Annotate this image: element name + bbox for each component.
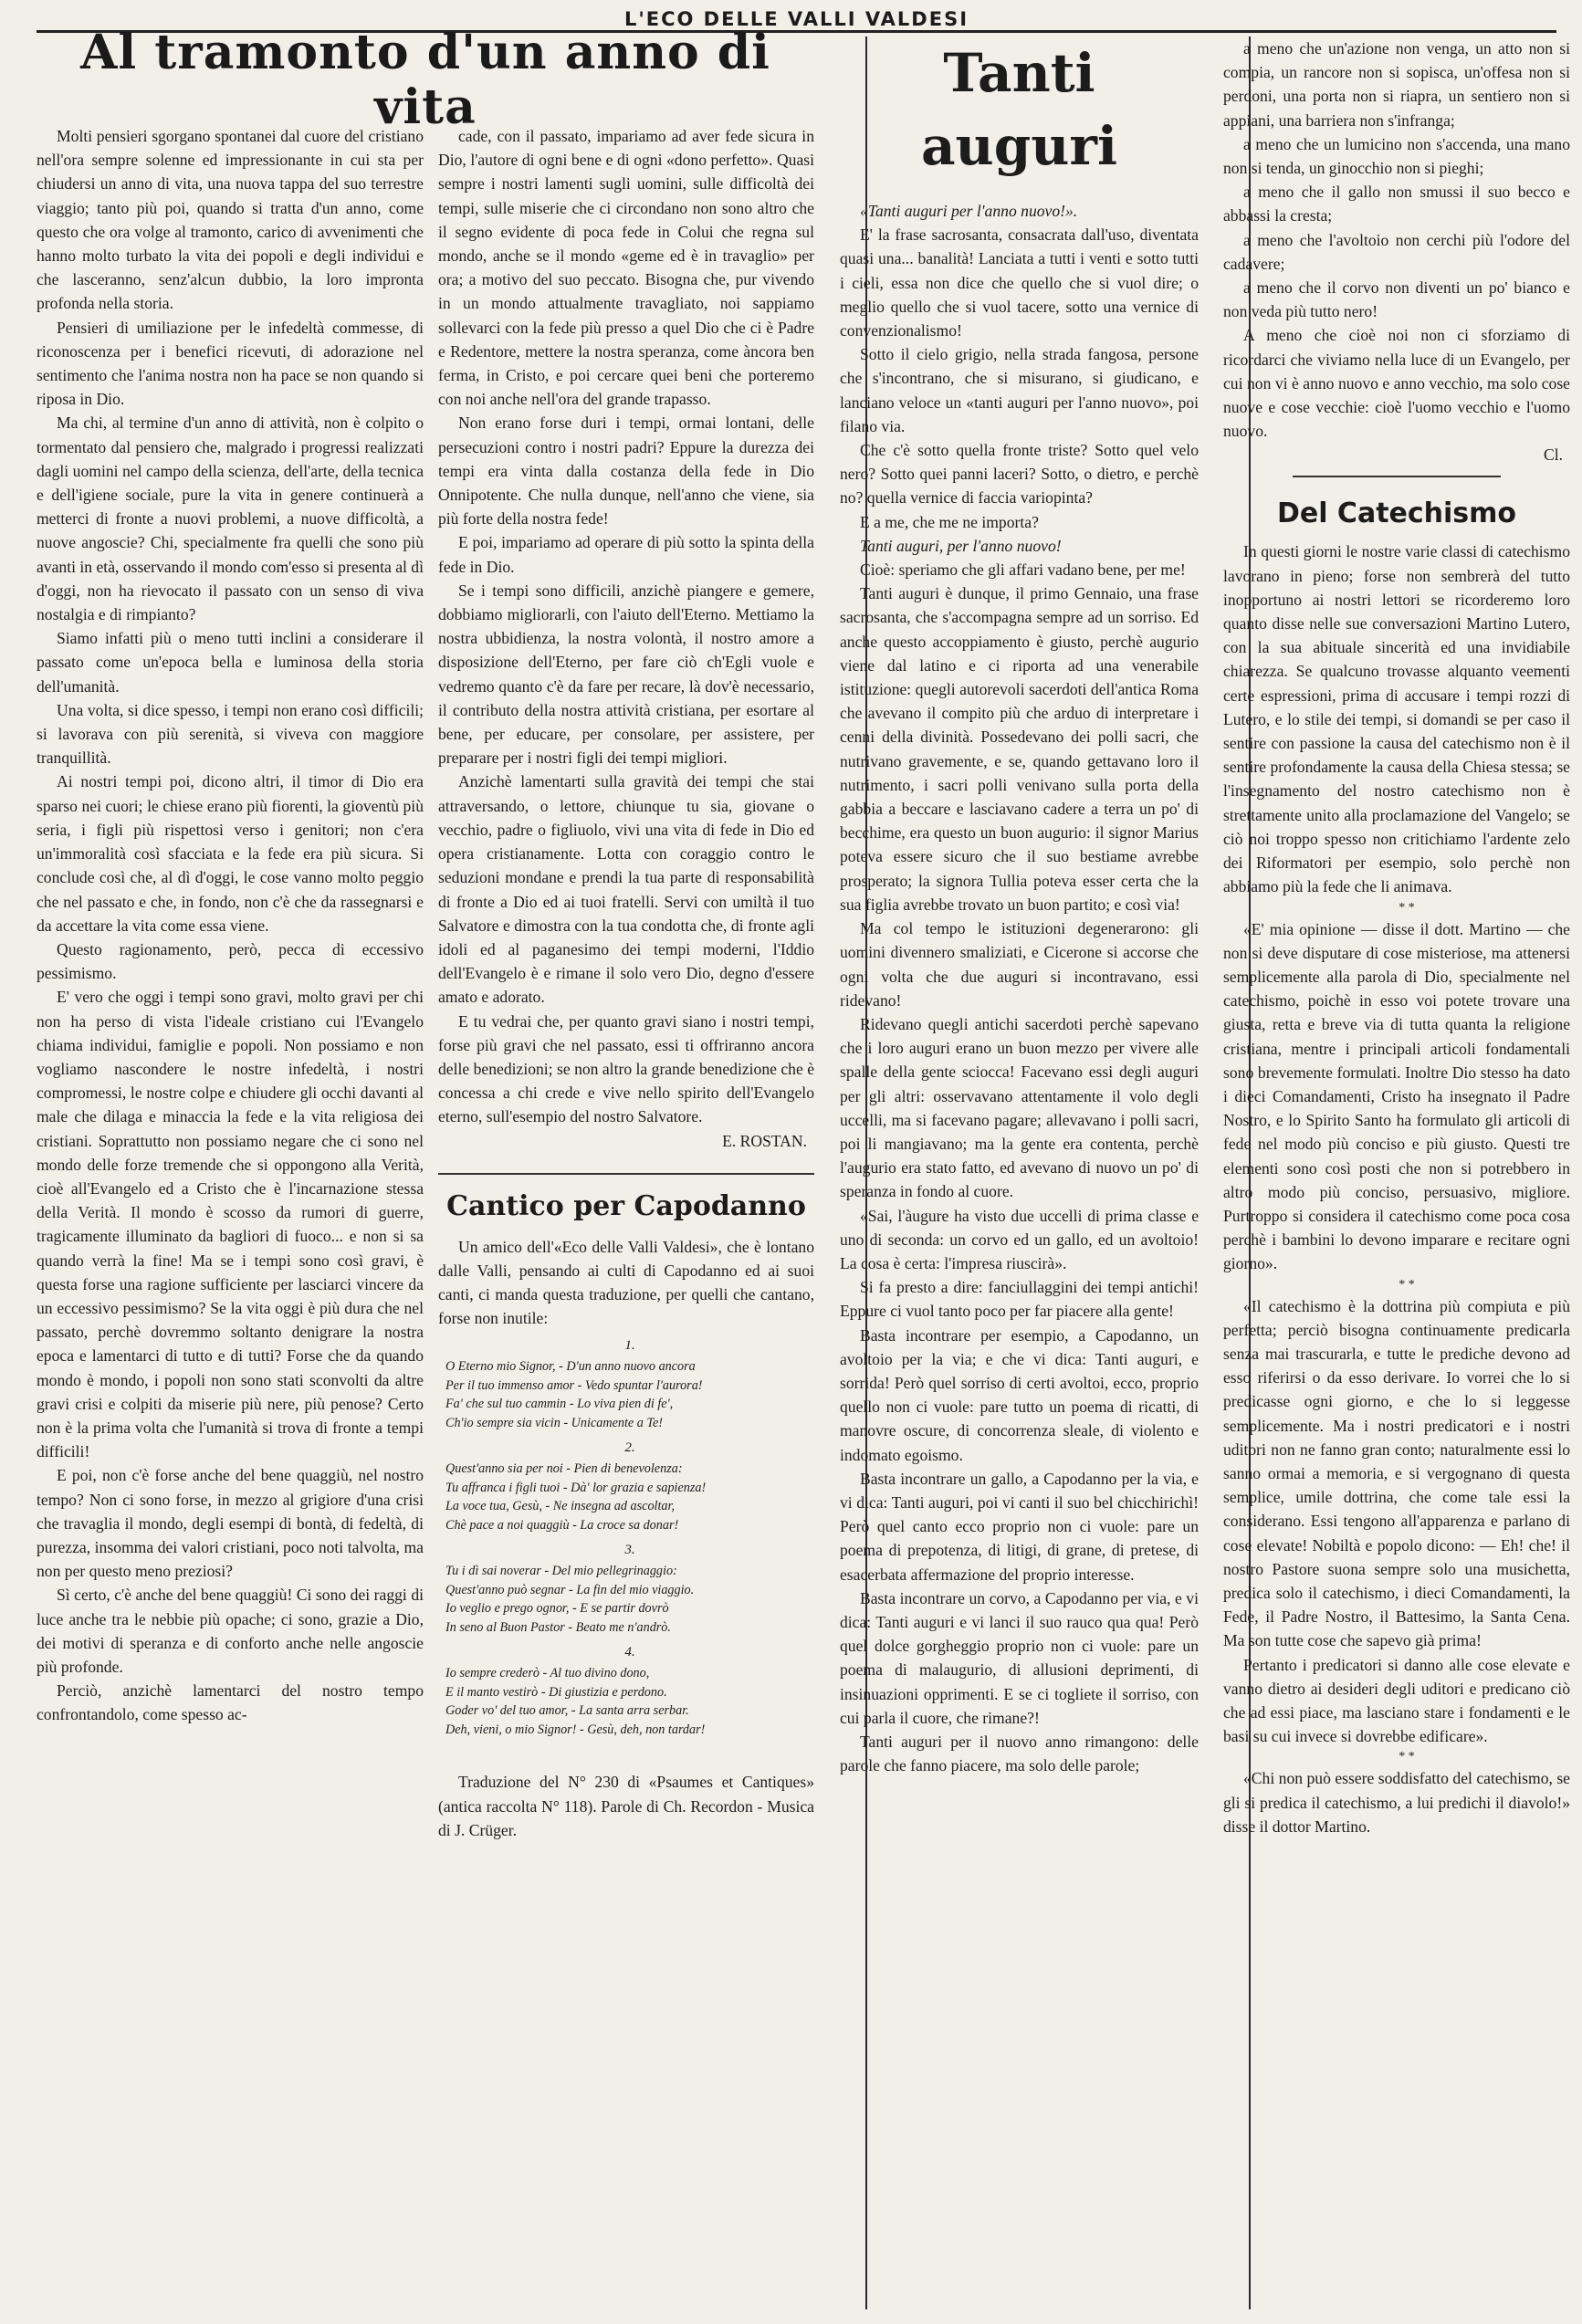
paragraph: «Sai, l'àugure ha visto due uccelli di prima classe e uno di seconda: un corvo ed un gallo, ed un avoltoio! La cosa è certa: l'impresa riuscirà». [840, 1206, 1199, 1272]
verse-line: Per il tuo immenso amor - Vedo spuntar l'aurora! [445, 1377, 703, 1393]
article-body-continued [438, 124, 814, 1129]
verse-line: In seno al Buon Pastor - Beato me n'andrò. [445, 1619, 671, 1635]
article-body [37, 124, 424, 1727]
stanza-number: 2. [624, 1440, 635, 1456]
article-title-auguri: Tanti auguri [920, 42, 1118, 177]
paragraph: Si fa presto a dire: fanciullaggini dei tempi antichi! Eppure ci vuol tanto poco per far piacere alla gente! [840, 1278, 1199, 1321]
paragraph: Ma chi, al termine d'un anno di attività, non è colpito o tormentato dal pensiero che, malgrado i progressi realizzati dagli uomini nel campo della scienza, dell'arte, della tecnica e dell'igiene sociale, pure la vita in genere continuerà a metterci di fronte a nuovi problemi, a nuove difficoltà, a nuove angoscie? Chi, specialmente fra quelli che sono più avanti in età, osservando il mondo com'esso si presenta al dì d'oggi, non ha rievocato il passato con un senso di viva nostalgia e di rimpianto? [37, 414, 424, 624]
column-2 [438, 37, 814, 2309]
paragraph: Tanti auguri è dunque, il primo Gennaio, una frase sacrosanta, che s'accompagna sempre ad un sorriso. Ed anche questo accoppiamento è giusto, perchè augurio viene dal latino e ci riporta ad una venerabile istituzione: quegli autorevoli sacerdoti dell'antica Roma che avevano il compito più che arduo di interpretare i cenni della divinità. Possedevano dei polli sacri, che nutrivano gravemente, e se, quando gettavano loro il nutrimento, i sacri polli venivano sulla porta della gabbia a beccare e lasciavano cadere a terra un po' di becchime, era questo un buon augurio: il signor Marius poteva essere sicuro che il suo bestiame avrebbe prosperato; la signora Tullia poteva esser certa che la sua figlia avrebbe trovato un buon partito; e così via! [840, 584, 1199, 914]
paragraph: E tu vedrai che, per quanto gravi siano i nostri tempi, forse più gravi che nel passato, essi ti offriranno ancora delle benedizioni; se non altro la grande benedizione che è concessa a chi crede e vive nello spirito dell'Evangelo eterno, sull'esempio del nostro Salvatore. [438, 1011, 814, 1126]
stanza-number: 1. [624, 1338, 635, 1354]
paragraph: Ridevano quegli antichi sacerdoti perchè sapevano che i loro auguri erano un buon mezzo per vivere alle spalle della gente sciocca! Facevano essi degli auguri per gli altri: osservavano attentamente il volo degli uccelli, ma si facevano pagare; allevavano i polli sacri, poi li mangiavano; ma la gente era contenta, perchè l'augurio era stato fatto, ed avevano di nuovo un po' di speranza in fondo al cuore. [840, 1014, 1199, 1201]
paragraph: Pensieri di umiliazione per le infedeltà commesse, di riconoscenza per i benefici ricevuti, di adorazione nel sentimento che l'anima nostra non ha pace se non quando si riposa in Dio. [37, 318, 424, 409]
verse-line: Quest'anno può segnar - La fin del mio viaggio. [445, 1582, 695, 1597]
paragraph: Basta incontrare un gallo, a Capodanno per la via, e vi dica: Tanti auguri, poi vi canti il suo bel chicchirichì! Però quel canto ecco proprio non ci vuole: pare un poema di prepotenza, di litigi, di grane, di pretese, di esacerbata affermazione del proprio interesse. [840, 1469, 1199, 1584]
columns [37, 25, 1570, 2309]
paragraph: Basta incontrare un corvo, a Capodanno per via, e vi dica: Tanti auguri e vi lanci il suo rauco qua qua! Però quel dolce gorgheggio proprio non ci vuole: pare un poema di malaugurio, di allusioni deprimenti, di insinuazioni opprimenti. E se ci togliete il sorriso, con cui parla il cuore, che rimane?! [840, 1588, 1199, 1727]
verse-line: Io sempre crederò - Al tuo divino dono, [445, 1666, 650, 1681]
poem-note: Traduzione del N° 230 di «Psaumes et Cantiques» (antica raccolta N° 118). Parole di Ch. Recordon - Musica di J. Crüger. [438, 1773, 814, 1839]
paragraph: E a me, che me ne importa? [860, 512, 1039, 531]
section-stars: * * [1399, 900, 1415, 915]
column-1 [37, 37, 424, 2309]
verse-line: Deh, vieni, o mio Signor! - Gesù, deh, non tardar! [445, 1722, 706, 1737]
article-body-auguri-end [1223, 37, 1570, 443]
paragraph: Ma col tempo le istituzioni degenerarono: gli uomini divennero smaliziati, e Cicerone si accorse che ogni volta che due auguri si incontravano, essi ridevano! [840, 919, 1199, 1010]
article-body-catechismo [1223, 539, 1570, 1838]
verse-line: Tu i dì sai noverar - Del mio pellegrinaggio: [445, 1564, 677, 1579]
paragraph: Molti pensieri sgorgano spontanei dal cuore del cristiano nell'ora sempre solenne ed impressionante in cui sta per chiudersi un anno di vita, una nuova tappa del suo terrestre viaggio; tanto più poi, quando si tratta d'un anno, come questo che ora volge al tramonto, carico di avvenimenti che hanno molto turbato la vita dei popoli e degli individui e che lasceranno, senz'alcun dubbio, la loro impronta profonda nella storia. [37, 127, 424, 313]
article-body-auguri [840, 199, 1199, 1777]
verse-line: Ch'io sempre sia vicin - Unicamente a Te! [445, 1415, 664, 1430]
column-3 [840, 37, 1199, 2309]
paragraph: a meno che un lumicino non s'accenda, una mano non si tenda, un ginocchio non si pieghi; [1223, 134, 1570, 178]
section-stars: * * [1399, 1277, 1415, 1292]
section-divider [438, 1173, 814, 1175]
paragraph: Se i tempi sono difficili, anzichè piangere e gemere, dobbiamo migliorarli, con l'aiuto dell'Eterno. Mettiamo la nostra ubbidienza, la nostra volontà, il nostro amore a disposizione dell'Eterno, per fare ciò ch'Egli vuole e vedremo quanto c'è da fare per recare, là dov'è necessario, il contributo della nostra attività cristiana, per esortare al bene, per educare, per consolare, per assistere, per preparare per i nostri figli dei tempi migliori. [438, 581, 814, 768]
masthead: L'ECO DELLE VALLI VALDESI [37, 7, 1556, 33]
paragraph: Sì certo, c'è anche del bene quaggiù! Ci sono dei raggi di luce anche tra le nebbie più opache; ci sono, grazie a Dio, dei motivi di speranza e di conforto anche nelle angoscie più profonde. [37, 1586, 424, 1676]
paragraph: Tanti auguri per il nuovo anno rimangono: delle parole che fanno piacere, ma solo delle parole; [840, 1733, 1199, 1775]
paragraph: Una volta, si dice spesso, i tempi non erano così difficili; si lavorava con più serenità, si viveva con maggiore tranquillità. [37, 700, 424, 768]
verse-line: Io veglio e prego ognor, - E se partir dovrò [445, 1601, 669, 1617]
paragraph: Sotto il cielo grigio, nella strada fangosa, persone che s'incontrano, che si misurano, si giudicano, e lanciano veloce un «tanti auguri per l'anno nuovo», poi filano via. [840, 345, 1199, 435]
paragraph: a meno che il gallo non smussi il suo becco e abbassi la cresta; [1223, 183, 1570, 225]
paragraph: Anzichè lamentarti sulla gravità dei tempi che stai attraversando, o lettore, chiunque tu sia, giovane o vecchio, padre o figliuolo, vivi una vita di fede in Dio ed opera cristianamente. Lotta con coraggio contro le seduzioni mondane e prendi la tua parte di responsabilità di fronte a Dio ed ai tuoi fratelli. Servi con umiltà il tuo Salvatore e dimostra con la tua condotta che, di fronte agli idoli ed al paganesimo dei tempi moderni, l'Iddio dell'Evangelo è e rimane il solo vero Dio, degno d'essere amato e adorato. [438, 772, 814, 1007]
paragraph: Che c'è sotto quella fronte triste? Sotto quel velo nero? Sotto quei panni laceri? Sotto, o dietro, e perchè no? quella vernice di faccia variopinta? [840, 441, 1199, 508]
stanza-number: 3. [624, 1543, 635, 1558]
paragraph: E' la frase sacrosanta, consacrata dall'uso, diventata quasi una... banalità! Lanciata a tutti i venti e sotto tutti i cieli, essa non dice che quello che si vuol dire; o meglio quello che si vuol tacere, sotto una vernice di convenzionalismo! [840, 225, 1199, 340]
verse-line: Chè pace a noi quaggiù - La croce sa donar! [445, 1517, 679, 1533]
paragraph: E poi, impariamo ad operare di più sotto la spinta della fede in Dio. [438, 533, 814, 576]
auguri-signature: Cl. [1543, 445, 1563, 465]
paragraph: E poi, non c'è forse anche del bene quaggiù, nel nostro tempo? Non ci sono forse, in mezzo al grigiore d'una crisi che travaglia il mondo, degli esempi di bontà, di fedeltà, di purezza, insomma dei valori cristiani, poco noti talvolta, ma non per questo meno preziosi? [37, 1466, 424, 1581]
verse-line: Fa' che sul tuo cammin - Lo viva pien di fe', [445, 1397, 674, 1412]
paragraph: Tanti auguri, per l'anno nuovo! [860, 536, 1062, 555]
paragraph: a meno che il corvo non diventi un po' bianco e non veda più tutto nero! [1223, 278, 1570, 321]
paragraph: «E' mia opinione — disse il dott. Martino — che non si deve disputare di cose misteriose, ma attenersi semplicemente alla parola di Dio, specialmente nel catechismo, poichè in esso voi potete trovare una giusta, retta e breve via di tutta quanta la religione cristiana, mentre i principali articoli fondamentali sono brevemente formulati. Inoltre Dio stesso ha dato i dieci Comandamenti, Cristo ha insegnato il Padre Nostro, e lo Spirito Santo ha formulato gli articoli di fede nel modo più conciso e più giusto. Questi tre elementi sono così posti che non si potrebbero in altro modo più conciso, persuasivo, migliore. Purtroppo si considera il catechismo come poca cosa perchè i bambini lo devono imparare e recitare ogni giorno». [1223, 919, 1570, 1273]
paragraph: In questi giorni le nostre varie classi di catechismo lavorano in pieno; forse non sembrerà del tutto inopportuno ai nostri lettori se ricorderemo loro quanto disse nelle sue conversazioni Martino Lutero, con la sua abituale sincerità ed una invidiabile chiarezza. Se qualcuno trovasse alquanto veementi certe espressioni, prima di accusare i tempi rozzi di Lutero, e lo stile dei tempi, si domandi se per caso il sentire con passione la causa del catechismo non è il sentire profondamente la causa della Chiesa stessa; se l'insegnamento del nostro catechismo non è strettamente unito alla proclamazione del Vangelo; se ciò noi troppo spesso non critichiamo l'ardente zelo dei Riformatori per esempio, solo perchè non abbiamo più la fede che li animava. [1223, 542, 1570, 896]
paragraph: a meno che l'avoltoio non cerchi più l'odore del cadavere; [1223, 230, 1570, 273]
article-signature: E. ROSTAN. [722, 1131, 807, 1150]
paragraph: «Chi non può essere soddisfatto del catechismo, se gli si predica il catechismo, a lui predichi il diavolo!» disse il dottor Martino. [1223, 1769, 1570, 1836]
verse-line: Goder vo' del tuo amor, - La santa arra serbar. [445, 1703, 689, 1719]
paragraph: Basta incontrare per esempio, a Capodanno, un avoltoio per la via; e che vi dica: Tanti auguri, e sorrida! Però quel sorriso di certi avoltoi, ecco, proprio quello non ci vuole: pare tutto un poema di ricatti, di manovre oscure, di concorrenza sleale, di violento e indomato egoismo. [840, 1325, 1199, 1464]
stanza-number: 4. [624, 1645, 635, 1660]
paragraph: «Tanti auguri per l'anno nuovo!». [860, 202, 1078, 220]
verse-line: Tu affranca i figli tuoi - Dà' lor grazia e sapienza! [445, 1480, 707, 1495]
article-title-catechismo: Del Catechismo [1276, 497, 1517, 530]
paragraph: Siamo infatti più o meno tutti inclini a considerare il passato come un'epoca bella e luminosa della storia dell'umanità. [37, 629, 424, 696]
poem-stanzas [438, 1335, 814, 1739]
section-stars: * * [1399, 1750, 1415, 1764]
poem-intro: Un amico dell'«Eco delle Valli Valdesi», che è lontano dalle Valli, pensando ai culti di Capodanno ed ai suoi canti, ci manda questa traduzione, per quelli che cantano, forse non inutile: [438, 1237, 814, 1328]
paragraph: Pertanto i predicatori si danno alle cose elevate e vanno dietro ai desideri degli uditori e predicano ciò che ad essi piace, ma lasciano stare i fondamenti e le basi su cui invece si dovrebbe edificare». [1223, 1655, 1570, 1746]
column-4 [1223, 37, 1570, 2309]
paragraph: Non erano forse duri i tempi, ormai lontani, delle persecuzioni contro i nostri padri? Eppure la durezza dei tempi era vinta dalla costanza della fede in Dio Onnipotente. Che nulla dunque, nell'anno che viene, sia più forte della nostra fede! [438, 414, 814, 529]
paragraph: A meno che cioè noi non ci sforziamo di ricordarci che viviamo nella luce di un Evangelo, per cui non vi è anno nuovo e anno vecchio, ma solo cose nuove e cose vecchie: cioè l'uomo vecchio e l'uomo nuovo. [1223, 326, 1570, 441]
paragraph: «Il catechismo è la dottrina più compiuta e più perfetta; perciò bisogna continuamente predicarla senza mai trascurarla, e tutte le prediche devono ad esso riferirsi o da esso derivare. Io vorrei che lo si predicasse ogni giorno, e che lo si leggesse semplicemente. Ma i nostri predicatori e i nostri uditori non ne fanno gran conto; naturalmente essi lo sanno ormai a memoria, e si vergognano di questa semplice, umile dottrina, che come tale essi la considerano. Essi tengono all'apparenza e parlano di cose elevate! Nobiltà e popolo dicono: — Eh! che! il nostro Pastore suona sempre solo una musichetta, predica solo il catechismo, i dieci Comandamenti, la Fede, il Padre Nostro, il Battesimo, la Santa Cena. Ma son tutte cose che sapevo già prima! [1223, 1296, 1570, 1650]
paragraph: a meno che un'azione non venga, un atto non si compia, un rancore non si sopisca, un'offesa non si perdoni, una porta non si riapra, un sentiero non si appiani, una barriera non s'infranga; [1223, 39, 1570, 130]
paragraph: Perciò, anzichè lamentarci del nostro tempo confrontandolo, come spesso ac- [37, 1681, 424, 1724]
verse-line: O Eterno mio Signor, - D'un anno nuovo ancora [445, 1359, 696, 1375]
section-divider [1293, 476, 1501, 477]
paragraph: Cioè: speriamo che gli affari vadano bene, per me! [860, 560, 1186, 580]
paragraph: Questo ragionamento, però, pecca di eccessivo pessimismo. [37, 939, 424, 983]
paragraph: Ai nostri tempi poi, dicono altri, il timor di Dio era sparso nei cuori; le chiese erano più fiorenti, la gioventù più seria, i figli più rispettosi verso i genitori; non c'era un'immoralità così sfacciata e la fede era più sicura. Si conclude così che, al dì d'oggi, le cose vanno molto peggio che nel passato e che, in fondo, non c'è che da rassegnarsi e da accettare la vita come essa viene. [37, 772, 424, 935]
verse-line: E il manto vestirò - Di giustizia e perdono. [445, 1684, 667, 1700]
verse-line: Quest'anno sia per noi - Pien di benevolenza: [445, 1461, 683, 1477]
article-title: Al tramonto d'un anno di vita [80, 25, 770, 135]
paragraph: E' vero che oggi i tempi sono gravi, molto gravi per chi non ha perso di vista l'ideale cristiano cui l'Evangelo chiama individui, famiglie e popoli. Non possiamo e non vogliamo nascondere le nostre infedeltà, i nostri compromessi, le nostre colpe e chiudere gli occhi davanti al male che dilaga e minaccia la fede e la vita religiosa dei cristiani. Soprattutto non possiamo negare che ci sono nel mondo delle forze tremende che si oppongono alla Verità, cioè all'Evangelo ed a Cristo che è l'incarnazione stessa della Verità. Il mondo è scosso da rumori di guerre, tragicamente illuminato da bagliori di fuoco... e non si sa quando verrà la fine! Ma se i tempi sono così gravi, è questa forse una ragione sufficiente per lasciarci vincere da un eccessivo pessimismo? Se la vita oggi è più dura che nel passato, perchè dovremmo soltanto denigrare la nostra epoca e lamentarci di tutto e di tutti? Forse che da quando mondo è mondo, i popoli non sono stati sconvolti da altre gravi crisi e colpiti da miserie più nere, più penose? Certo non è la prima volta che l'umanità si trova di fronte a tempi difficili! [37, 988, 424, 1461]
paragraph: cade, con il passato, impariamo ad aver fede sicura in Dio, l'autore di ogni bene e di ogni «dono perfetto». Quasi sempre i nostri lamenti sugli uomini, sulle difficoltà dei tempi, sulle miserie che ci circondano non sono altro che il segno evidente di poca fede in Colui che regna sul mondo, anche se il mondo «geme ed è in travaglio» per ora; a motivo del suo peccato. Bisogna che, pur vivendo in un mondo attualmente travagliato, noi sappiamo sollevarci con la fede più presso a quel Dio che ci è Padre e Redentore, mettere la nostra speranza, come àncora ben ferma, in Cristo, e poi cercare quei beni che porteremo con noi anche nell'ora del grande trapasso. [438, 127, 814, 409]
verse-line: La voce tua, Gesù, - Ne insegna ad ascoltar, [445, 1499, 676, 1514]
poem-title: Cantico per Capodanno [446, 1189, 806, 1222]
